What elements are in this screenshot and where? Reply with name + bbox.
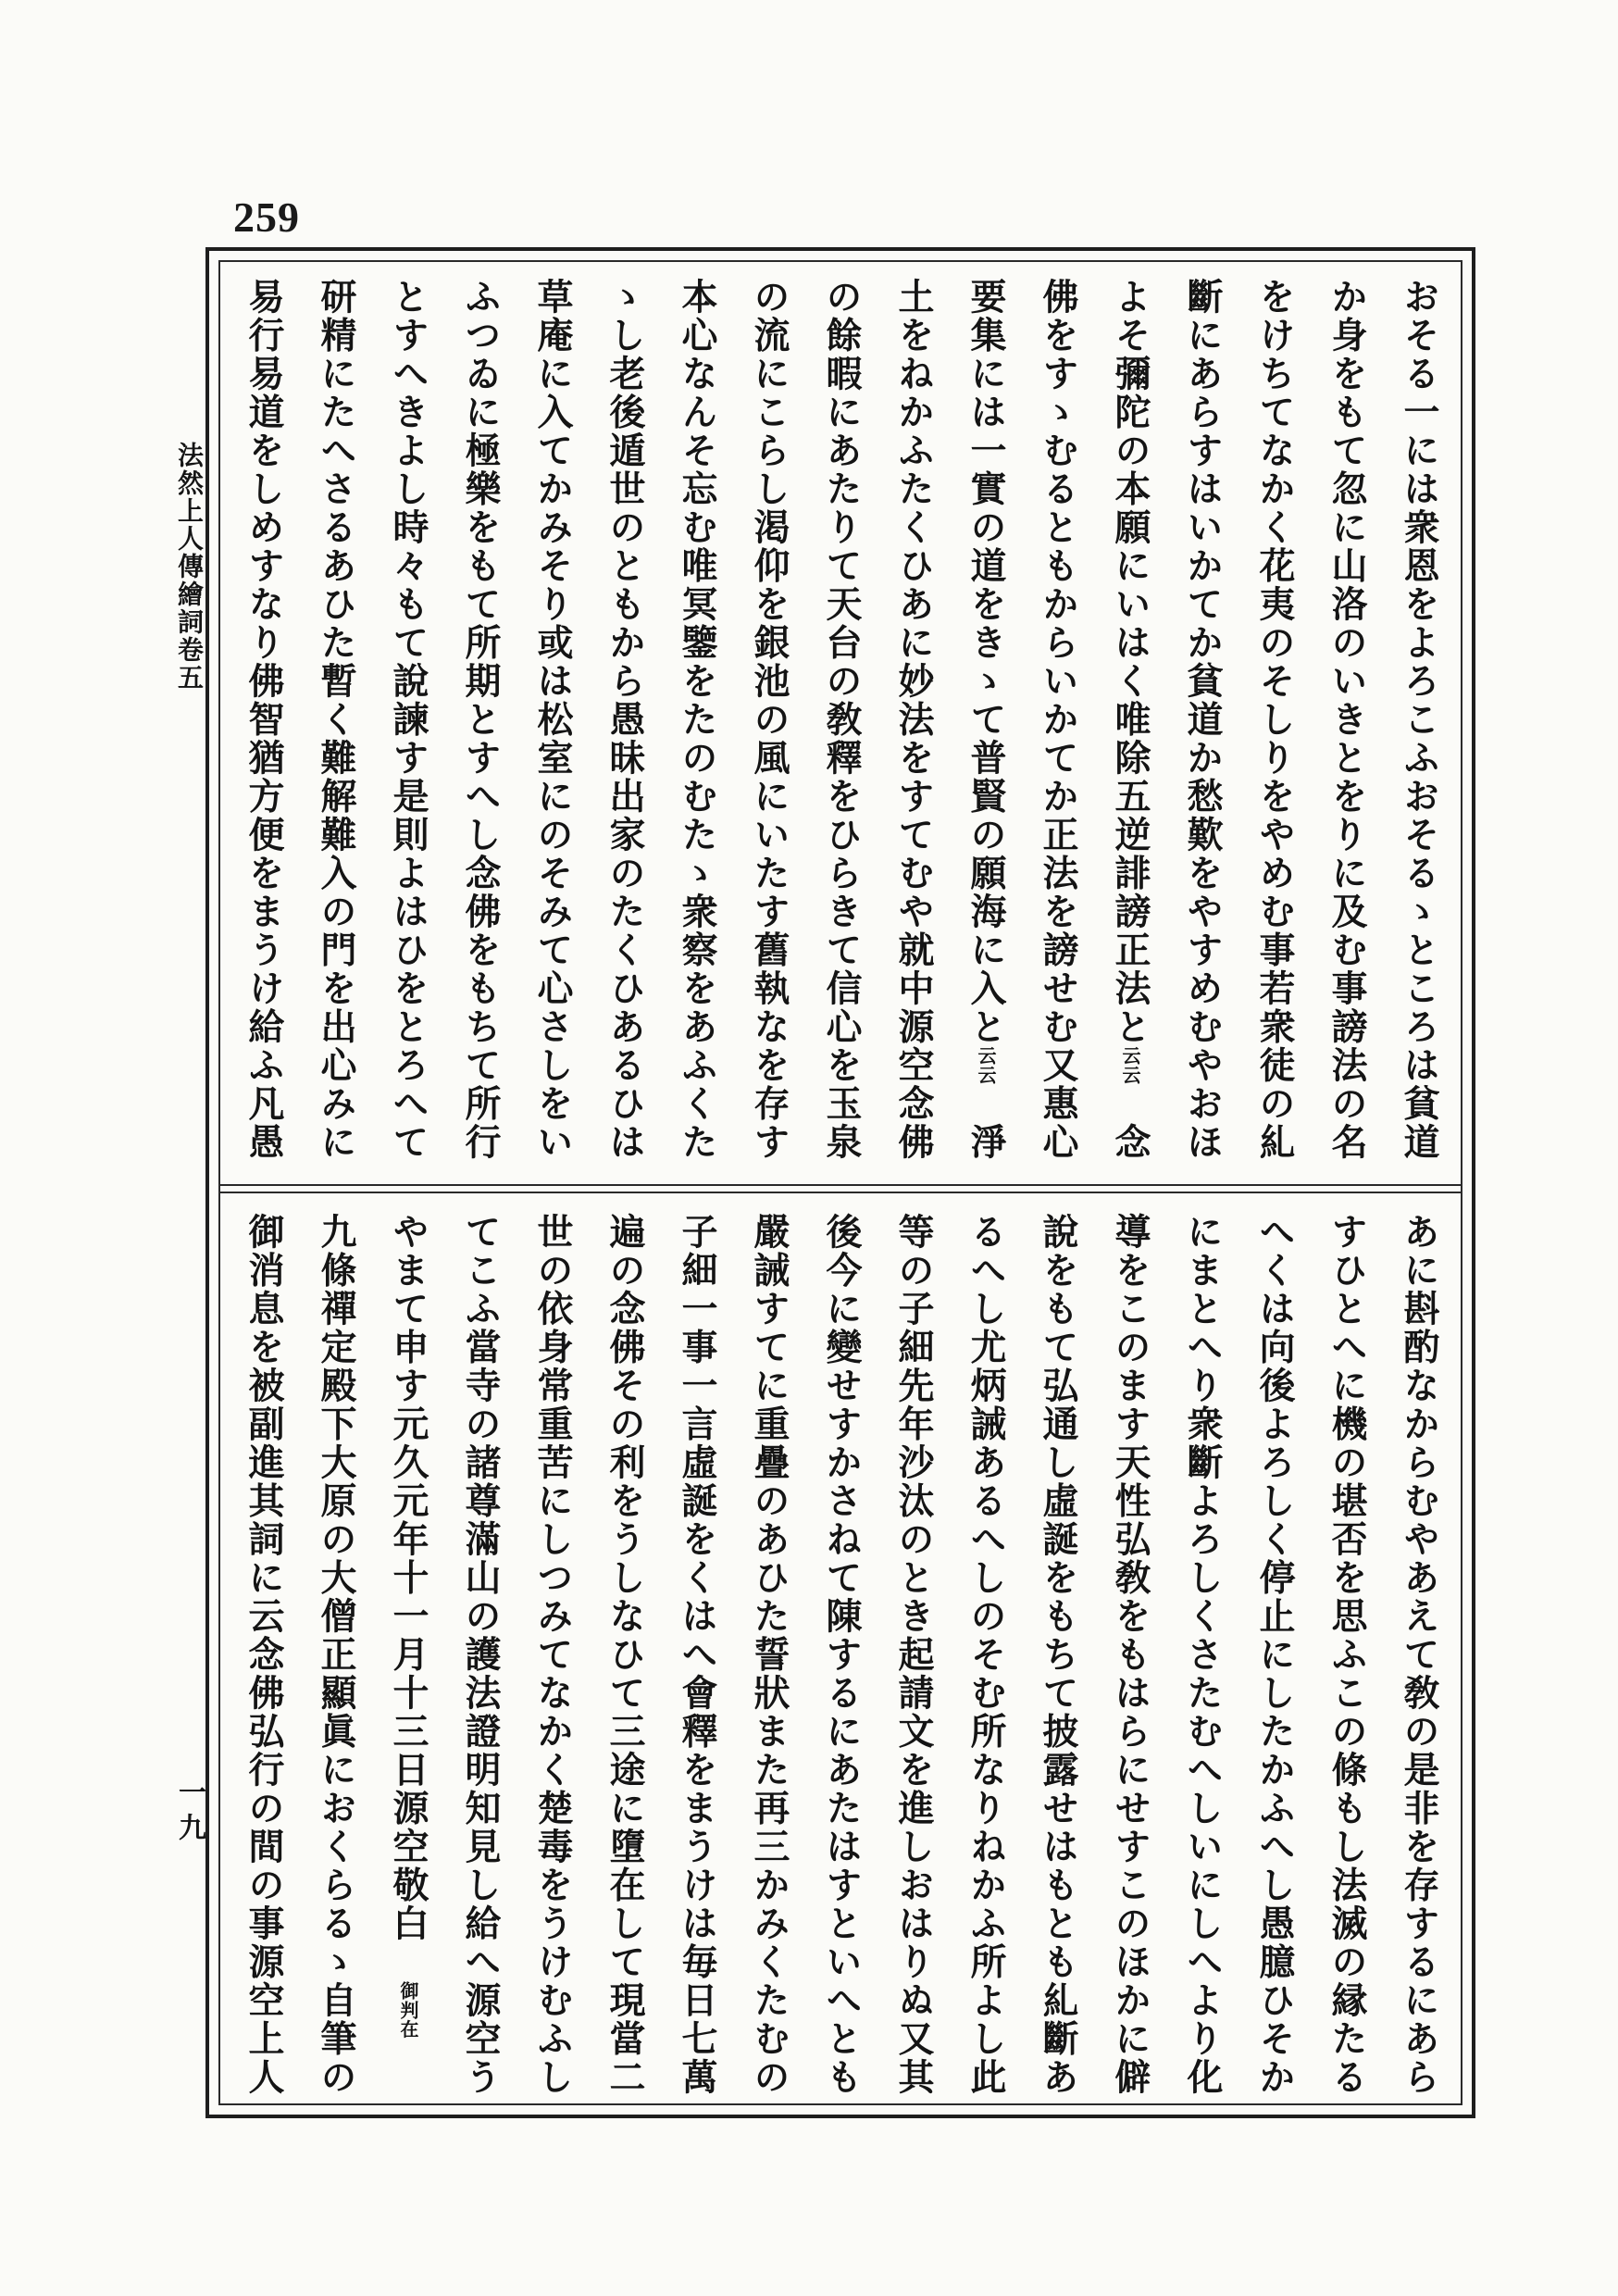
section-divider-upper-line: [220, 1184, 1461, 1186]
lower-column-8: 等の子細先年沙汰のとき起請文を進しおはりぬ又其: [892, 1213, 935, 2097]
lower-column-5: 導をこのます天性弘敎をもはらにせすこのほかに僻: [1109, 1213, 1151, 2097]
lower-column-16: 九條禪定殿下大原の大僧正顯眞におくらるゝ自筆の: [315, 1213, 357, 2097]
upper-column-17: 易行易道をしめすなり佛智猶方便をまうけ給ふ凡愚: [243, 278, 285, 1162]
upper-column-12: ゝし老後遁世のともから愚昧出家のたくひあるひは: [604, 278, 646, 1162]
inline-annotation: 云云: [975, 1046, 997, 1085]
upper-column-11: 本心なんそ忘む唯冥鑒をたのむたゝ衆察をあふくた: [676, 278, 718, 1162]
page-number: 259: [233, 193, 300, 241]
upper-column-1: おそる一には衆恩をよろこふおそるゝところは貧道: [1398, 278, 1440, 1162]
lower-column-11: 子細一事一言虛誕をくはへ會釋をまうけは毎日七萬: [676, 1213, 718, 2097]
upper-column-5: [1094, 278, 1166, 1167]
upper-column-7: [950, 278, 1022, 1167]
upper-column-15: とすへきよし時々もて說諫す是則よはひをとろへて: [387, 278, 429, 1162]
column-tail: 淨: [965, 1123, 1007, 1162]
upper-column-16: 研精にたへさるあひた暫く難解難入の門を出心みに: [315, 278, 357, 1162]
lower-column-10: 嚴誡すてに重疊のあひた誓狀また再三かみくたむの: [748, 1213, 790, 2097]
lower-column-15: [372, 1213, 444, 2102]
upper-column-13: 草庵に入てかみそり或は松室にのそみて心さしをい: [531, 278, 574, 1162]
lower-column-4: にまとへり衆斷よろしくさたむへしいにしへより化: [1181, 1213, 1224, 2097]
upper-column-6: 佛をすゝむるともからいかてか正法を謗せむ又惠心: [1037, 278, 1079, 1162]
lower-column-9: 後今に變せすかさねて陳するにあたはすといへとも: [820, 1213, 863, 2097]
seal-annotation: 御判在: [397, 1981, 419, 2040]
upper-column-4: 斷にあらすはいかてか貧道か愁歎をやすめむやおほ: [1181, 278, 1224, 1162]
lower-section: [228, 1213, 1455, 2102]
upper-column-10: の流にこらし渇仰を銀池の風にいたす舊執なを存す: [748, 278, 790, 1162]
running-title: 法然上人傳繪詞卷五: [174, 442, 205, 692]
lower-column-3: へくは向後よろしく停止にしたかふへし愚臆ひそか: [1253, 1213, 1296, 2097]
upper-column-2: か身をもて忽に山洛のいきとをりに及む事謗法の名: [1326, 278, 1368, 1162]
lower-column-13: 世の依身常重苦にしつみてなかく楚毒をうけむふし: [531, 1213, 574, 2097]
upper-column-9: の餘暇にあたりて天台の敎釋をひらきて信心を玉泉: [820, 278, 863, 1162]
column-text: 要集には一實の道をきゝて普賢の願海に入と: [965, 278, 1007, 1046]
upper-column-3: をけちてなかく花夷のそしりをやめむ事若衆徒の糺: [1253, 278, 1296, 1162]
lower-column-1: あに斟酌なからむやあえて敎の是非を存するにあら: [1398, 1213, 1440, 2097]
lower-column-14: てこふ當寺の諸尊滿山の護法證明知見し給へ源空う: [459, 1213, 502, 2097]
column-text: やまて申す元久元年十一月十三日源空敬白: [387, 1213, 429, 1943]
upper-column-8: 土をねかふたくひあに妙法をすてむや就中源空念佛: [892, 278, 935, 1162]
lower-column-12: 遍の念佛その利をうしなひて三途に墮在して現當二: [604, 1213, 646, 2097]
section-divider-lower-line: [220, 1192, 1461, 1193]
lower-column-2: すひとへに機の堪否を思ふこの條もし法滅の縁たる: [1326, 1213, 1368, 2097]
lower-column-7: るへし尤炳誡あるへしのそむ所なりねかふ所よし此: [965, 1213, 1007, 2097]
folio-number: 一九: [173, 1778, 205, 1848]
lower-column-6: 說をもて弘通し虛誕をもちて披露せはもとも糺斷あ: [1037, 1213, 1079, 2097]
column-tail: 念: [1109, 1123, 1151, 1162]
upper-column-14: ふつゐに極樂をもて所期とすへし念佛をもちて所行: [459, 278, 502, 1162]
upper-section: [228, 278, 1455, 1167]
column-text: よそ彌陀の本願にいはく唯除五逆誹謗正法と: [1109, 278, 1151, 1046]
lower-column-17: 御消息を被副進其詞に云念佛弘行の間の事源空上人: [243, 1213, 285, 2097]
inline-annotation: 云云: [1119, 1046, 1141, 1085]
